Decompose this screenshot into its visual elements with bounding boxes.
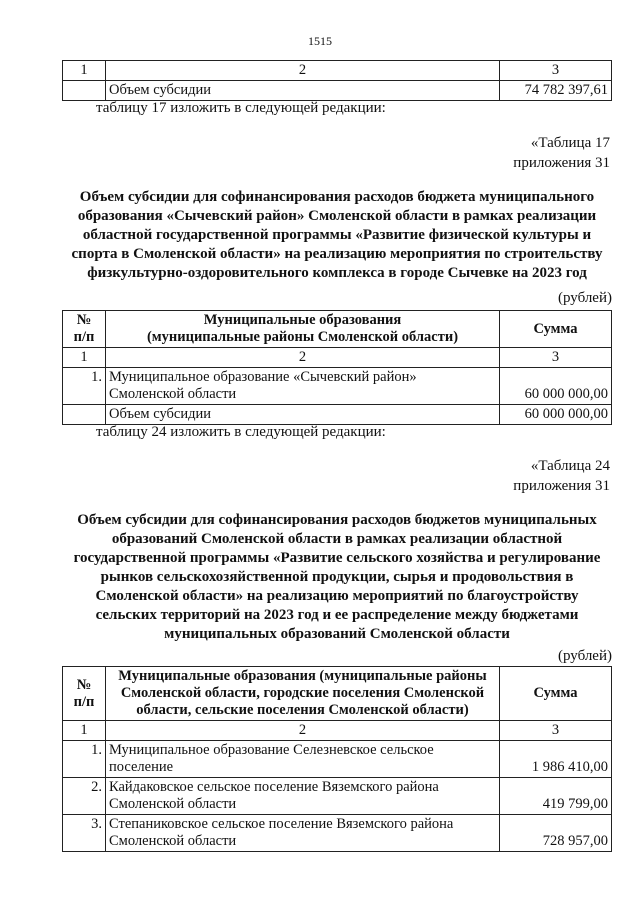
table-17-title xyxy=(40,188,634,283)
col-index-1: 1 xyxy=(63,61,106,81)
intro-table-17: таблицу 17 изложить в следующей редакции: xyxy=(96,100,386,116)
row-sum: 728 957,00 xyxy=(500,815,612,852)
row-sum: 1 986 410,00 xyxy=(500,741,612,778)
header-num: № п/п xyxy=(63,667,106,721)
unit-label: (рублей) xyxy=(557,648,612,664)
col-index-3: 3 xyxy=(500,721,612,741)
title-line: сельских территорий на 2023 год и ее распределение между бюджетами xyxy=(95,607,579,623)
row-sum: 419 799,00 xyxy=(500,778,612,815)
header-name: Муниципальные образования (муниципальные районы Смоленской области) xyxy=(106,311,500,348)
table-row xyxy=(63,405,612,425)
row-sum: 60 000 000,00 xyxy=(500,368,612,405)
table-row xyxy=(63,741,612,778)
header-name: Муниципальные образования (муниципальные районы Смоленской области, городские поселения Смоленской области, сельские поселения Смоленской области) xyxy=(106,667,500,721)
empty-cell xyxy=(63,81,106,101)
title-line: Объем субсидии для софинансирования расходов бюджетов муниципальных xyxy=(77,512,597,528)
header-sum: Сумма xyxy=(500,667,612,721)
intro-table-24: таблицу 24 изложить в следующей редакции: xyxy=(96,424,386,440)
row-name: Степаниковское сельское поселение Вяземского района Смоленской области xyxy=(106,815,500,852)
table-24-title xyxy=(40,511,634,644)
col-index-1: 1 xyxy=(63,721,106,741)
row-num: 1. xyxy=(63,741,106,778)
total-label: Объем субсидии xyxy=(106,405,500,425)
header-num: № п/п xyxy=(63,311,106,348)
page-number: 1515 xyxy=(308,34,332,48)
caption-line-2: приложения 31 xyxy=(513,478,610,494)
caption-line-2: приложения 31 xyxy=(513,155,610,171)
title-line: рынков сельскохозяйственной продукции, сырья и продовольствия в xyxy=(100,569,574,585)
total-sum: 74 782 397,61 xyxy=(500,81,612,101)
row-name: Муниципальное образование Селезневское сельское поселение xyxy=(106,741,500,778)
title-line: физкультурно-оздоровительного комплекса в городе Сычевке на 2023 год xyxy=(87,265,587,281)
col-index-2: 2 xyxy=(106,61,500,81)
col-index-1: 1 xyxy=(63,348,106,368)
previous-table xyxy=(62,60,612,101)
caption-line-1: «Таблица 17 xyxy=(530,135,610,151)
total-sum: 60 000 000,00 xyxy=(500,405,612,425)
title-line: муниципальных образований Смоленской области xyxy=(164,626,510,642)
unit-label: (рублей) xyxy=(557,290,612,306)
col-index-3: 3 xyxy=(500,348,612,368)
total-label: Объем субсидии xyxy=(106,81,500,101)
row-num: 1. xyxy=(63,368,106,405)
table-24 xyxy=(62,666,612,852)
table-17 xyxy=(62,310,612,425)
title-line: спорта в Смоленской области» на реализацию мероприятия по строительству xyxy=(71,246,603,262)
row-name: Муниципальное образование «Сычевский район» Смоленской области xyxy=(106,368,500,405)
title-line: областной государственной программы «Развитие физической культуры и xyxy=(82,227,592,243)
table-24-caption xyxy=(513,456,610,496)
col-index-2: 2 xyxy=(106,721,500,741)
col-index-2: 2 xyxy=(106,348,500,368)
header-sum: Сумма xyxy=(500,311,612,348)
empty-cell xyxy=(63,405,106,425)
row-num: 2. xyxy=(63,778,106,815)
title-line: Смоленской области» на реализацию мероприятий по благоустройству xyxy=(95,588,579,604)
row-num: 3. xyxy=(63,815,106,852)
table-row xyxy=(63,778,612,815)
col-index-3: 3 xyxy=(500,61,612,81)
row-name: Кайдаковское сельское поселение Вяземского района Смоленской области xyxy=(106,778,500,815)
title-line: Объем субсидии для софинансирования расходов бюджета муниципального xyxy=(79,189,595,205)
title-line: образования «Сычевский район» Смоленской области в рамках реализации xyxy=(77,208,597,224)
table-17-caption xyxy=(513,133,610,173)
table-row xyxy=(63,368,612,405)
table-row xyxy=(63,815,612,852)
caption-line-1: «Таблица 24 xyxy=(530,458,610,474)
title-line: образований Смоленской области в рамках реализации областной xyxy=(111,531,563,547)
title-line: государственной программы «Развитие сельского хозяйства и регулирование xyxy=(73,550,601,566)
